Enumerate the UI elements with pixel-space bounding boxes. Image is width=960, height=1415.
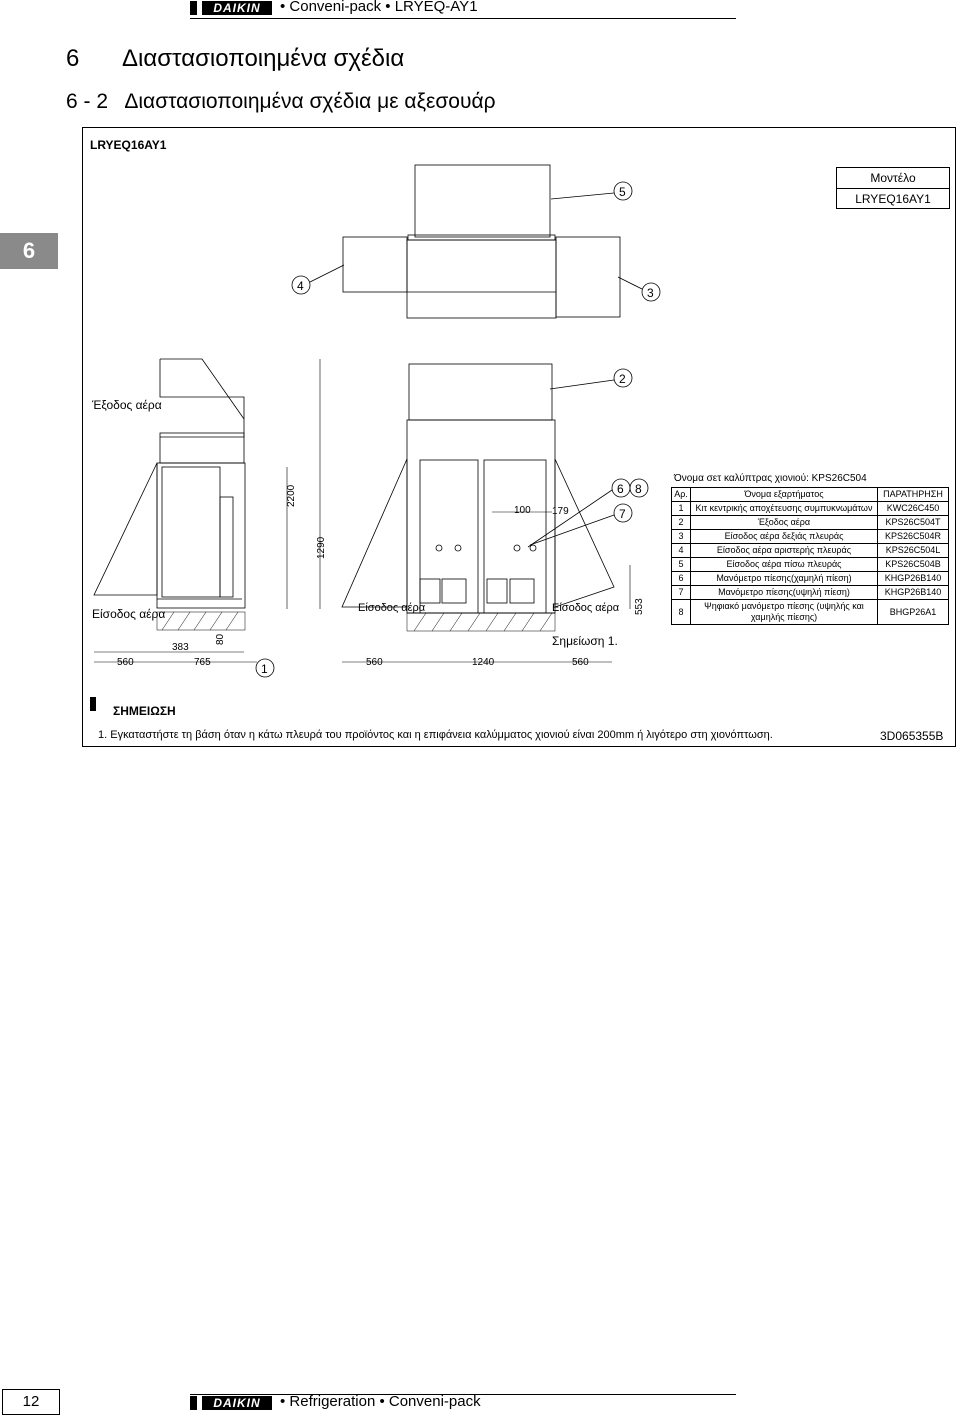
model-value: LRYEQ16AY1 — [855, 192, 931, 206]
row-remark: KPS26C504R — [878, 530, 949, 544]
section-title — [66, 45, 404, 73]
row-name: Είσοδος αέρα πίσω πλευράς — [691, 558, 878, 572]
callout-2: 2 — [619, 372, 626, 386]
row-remark: KHGP26B140 — [878, 586, 949, 600]
section-number: 6 — [66, 45, 80, 72]
note-reference: Σημείωση 1. — [552, 634, 618, 648]
header-bar — [190, 1, 197, 15]
top-view — [343, 165, 620, 318]
model-label: Μοντέλο — [837, 168, 949, 189]
svg-text:100: 100 — [514, 505, 531, 516]
callout-7: 7 — [619, 507, 626, 521]
row-remark: KHGP26B140 — [878, 572, 949, 586]
row-name: Κιτ κεντρικής αποχέτευσης συμπυκνωμάτων — [691, 502, 878, 516]
row-remark: BHGP26A1 — [878, 600, 949, 625]
col-no: Αρ. — [672, 488, 691, 502]
chapter-tab: 6 — [0, 233, 58, 269]
snow-kit-name: Όνομα σετ καλύπτρας χιονιού: KPS26C504 — [674, 473, 867, 484]
dimension-drawing — [82, 127, 954, 745]
footer-bar — [190, 1396, 197, 1410]
svg-text:765: 765 — [194, 657, 211, 668]
air-inlet-left: Είσοδος αέρα — [92, 607, 166, 621]
row-name: Είσοδος αέρα δεξιάς πλευράς — [691, 530, 878, 544]
footer-text: • Refrigeration • Conveni-pack — [280, 1393, 481, 1410]
col-name: Όνομα εξαρτήματος — [691, 488, 878, 502]
row-no: 4 — [672, 544, 691, 558]
row-no: 3 — [672, 530, 691, 544]
front-view — [342, 364, 614, 613]
row-no: 2 — [672, 516, 691, 530]
table-row — [672, 516, 949, 530]
document-number: 3D065355B — [880, 729, 944, 743]
base-hatch — [157, 612, 555, 631]
row-remark: KPS26C504T — [878, 516, 949, 530]
note-marker — [90, 697, 96, 711]
svg-text:80: 80 — [215, 633, 226, 645]
row-remark: KPS26C504L — [878, 544, 949, 558]
svg-text:560: 560 — [117, 657, 134, 668]
svg-text:2200: 2200 — [286, 484, 297, 507]
model-tag: LRYEQ16AY1 — [90, 138, 167, 152]
table-header-row — [672, 488, 949, 502]
page-footer — [190, 1394, 736, 1413]
callout-5: 5 — [619, 185, 626, 199]
air-inlet-front-left: Είσοδος αέρα — [358, 602, 426, 614]
callout-3: 3 — [647, 286, 654, 300]
subsection-title: 6 - 2 Διαστασιοποιημένα σχέδια με αξεσουάρ — [66, 90, 496, 113]
air-outlet-label: Έξοδος αέρα — [92, 398, 162, 412]
note-heading: ΣΗΜΕΙΩΣΗ — [113, 704, 176, 718]
daikin-logo: DAIKIN — [202, 1396, 272, 1410]
accessory-table — [671, 487, 949, 625]
row-name: Έξοδος αέρα — [691, 516, 878, 530]
row-remark: KWC26C450 — [878, 502, 949, 516]
row-no: 6 — [672, 572, 691, 586]
table-row — [672, 502, 949, 516]
col-remark: ΠΑΡΑΤΗΡΗΣΗ — [878, 488, 949, 502]
row-no: 8 — [672, 600, 691, 625]
row-name: Ψηφιακό μανόμετρο πίεσης (υψηλής και χαμηλής πίεσης) — [691, 600, 878, 625]
row-remark: KPS26C504B — [878, 558, 949, 572]
daikin-logo: DAIKIN — [202, 1, 272, 15]
page-number: 12 — [2, 1389, 60, 1415]
row-name: Μανόμετρο πίεσης(χαμηλή πίεση) — [691, 572, 878, 586]
svg-text:560: 560 — [572, 657, 589, 668]
table-row — [672, 558, 949, 572]
note-text: 1. Εγκαταστήστε τη βάση όταν η κάτω πλευρά του προϊόντος και η επιφάνεια καλύμματος χιονιού είναι 200mm ή λιγότερο στη χιονόπτωση. — [98, 729, 773, 741]
side-view — [94, 359, 245, 608]
svg-text:1290: 1290 — [316, 536, 327, 559]
table-row — [672, 544, 949, 558]
table-row — [672, 572, 949, 586]
svg-text:179: 179 — [552, 506, 569, 517]
air-labels — [91, 398, 620, 648]
callout-1: 1 — [261, 662, 268, 676]
callout-4: 4 — [297, 279, 304, 293]
row-name: Μανόμετρο πίεσης(υψηλή πίεση) — [691, 586, 878, 600]
row-no: 7 — [672, 586, 691, 600]
section-title-text: Διαστασιοποιημένα σχέδια — [122, 45, 405, 72]
svg-text:560: 560 — [366, 657, 383, 668]
callout-8: 8 — [635, 482, 642, 496]
callout-6: 6 — [617, 482, 624, 496]
table-row — [672, 586, 949, 600]
table-row — [672, 600, 949, 625]
air-inlet-front-right: Είσοδος αέρα — [552, 602, 620, 614]
svg-text:383: 383 — [172, 642, 189, 653]
row-no: 1 — [672, 502, 691, 516]
table-row — [672, 530, 949, 544]
row-no: 5 — [672, 558, 691, 572]
page-header — [190, 0, 736, 19]
header-text: • Conveni-pack • LRYEQ-AY1 — [280, 0, 478, 15]
svg-text:553: 553 — [634, 598, 645, 615]
svg-text:1240: 1240 — [472, 657, 495, 668]
row-name: Είσοδος αέρα αριστερής πλευράς — [691, 544, 878, 558]
